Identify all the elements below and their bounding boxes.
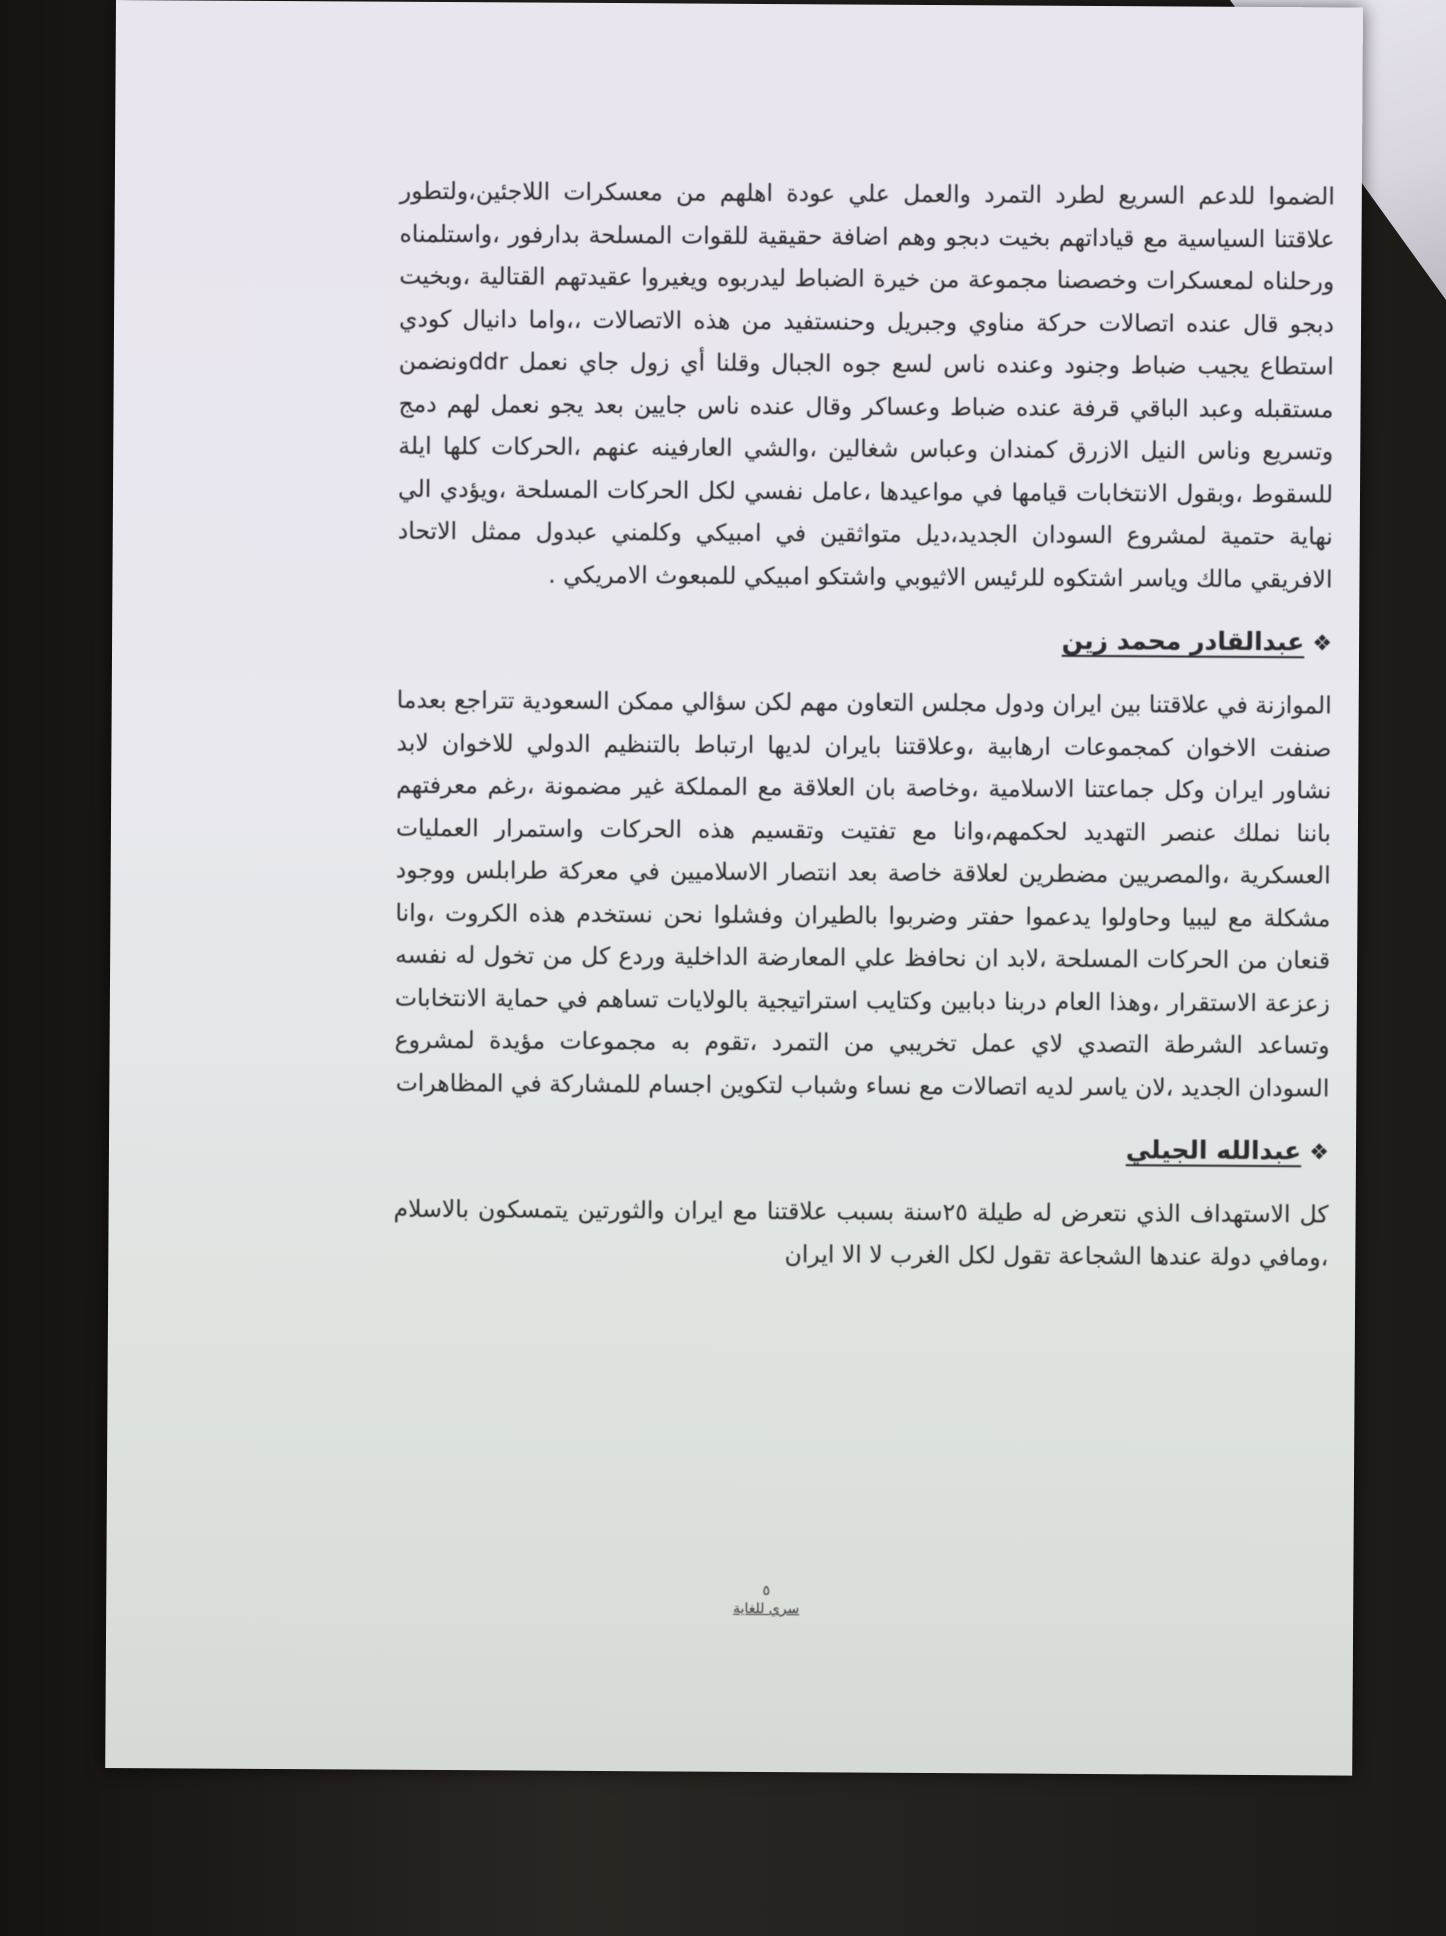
speaker-heading-1 (397, 617, 1332, 665)
paragraph-2: الموازنة في علاقتنا بين ايران ودول مجلس التعاون مهم لكن سؤالي ممكن السعودية تتراجع بعدما صنفت الاخوان كمجموعات ارهابية ،وعلاقتنا بايران لديها ارتباط بالتنظيم الدولي للاخوان لابد نشاور ايران وكل جماعتنا الاسلامية ،وخاصة بان العلاقة مع المملكة غير مضمونة ،رغم معرفتهم باننا نملك عنصر التهديد لحكمهم،وانا مع تفتيت وتقسيم هذه الحركات واستمرار العمليات العسكرية ،والمصريين مضطرين لعلاقة خاصة بعد انتصار الاسلاميين في معركة طرابلس ووجود مشكلة مع ليبيا وحاولوا يدعموا حفتر وضربوا بالطيران وفشلوا نحن نستخدم هذه الكروت ،وانا قنعان من الحركات المسلحة ،لابد ان نحافظ علي المعارضة الداخلية وردع كل من تخول له نفسه زعزعة الاستقرار ،وهذا العام دربنا دبابين وكتايب استراتيجية بالولايات تساهم في حماية الانتخابات وتساعد الشرطة التصدي لاي عمل تخريبي من التمرد ،تقوم به مجموعات مؤيدة لمشروع السودان الجديد ،لان ياسر لديه اتصالات مع نساء وشباب لتكوين اجسام للمشاركة في المظاهرات (394, 685, 1332, 1102)
speaker-name-1: عبدالقادر محمد زين (1061, 625, 1305, 657)
page-number: ٥ (762, 1582, 771, 1600)
page-footer (666, 1581, 866, 1618)
diamond-bullet-icon: ❖ (1312, 631, 1333, 657)
document-page (105, 0, 1363, 1776)
paragraph-1: الضموا للدعم السريع لطرد التمرد والعمل علي عودة اهلهم من معسكرات اللاجئين،ولتطور علاقتنا السياسية مع قياداتهم بخيت دبجو وهم اضافة حقيقية للقوات المسلحة بدارفور ،واستلمناه ورحلناه لمعسكرات وخصصنا مجموعة من خيرة الضباط ليدربوه ويغيروا عقيدتهم القتالية ،وبخيت دبجو قال عنده اتصالات حركة مناوي وجبريل وحنستفيد من هذه الاتصالات ،،واما دانيال كودي استطاع يجيب ضباط وجنود وعنده ناس لسع جوه الجبال وقلنا أي زول جاي نعمل ddrونضمن مستقبله وعبد الباقي قرفة عنده ضباط وعساكر وقال عنده ناس جايين بعد يجو نعمل لهم دمج وتسريع وناس النيل الازرق كمندان وعباس شغالين ،والشي العارفينه عنهم ،الحركات كلها ايلة للسقوط ،وبقول الانتخابات قيامها في مواعيدها ،عامل نفسي لكل الحركات المسلحة ،ويؤدي الي نهاية حتمية لمشروع السودان الجديد،ديل متواثقين في امبيكي وكلمني عبدول ممثل الاتحاد الافريقي مالك وياسر اشتكوه للرئيس الاثيوبي واشتكو امبيكي للمبعوث الامريكي . (397, 176, 1335, 593)
diamond-bullet-icon: ❖ (1309, 1140, 1330, 1166)
classification-label: سري للغاية (733, 1600, 800, 1618)
speaker-heading-2 (394, 1126, 1329, 1174)
speaker-name-2: عبدالله الجيلي (1125, 1135, 1302, 1166)
document-body (393, 170, 1335, 1279)
paragraph-3: كل الاستهداف الذي نتعرض له طيلة ٢٥سنة بسبب علاقتنا مع ايران والثورتين يتمسكون بالاسلام ،ومافي دولة عندها الشجاعة تقول لكل الغرب لا الا ايران (393, 1194, 1329, 1271)
